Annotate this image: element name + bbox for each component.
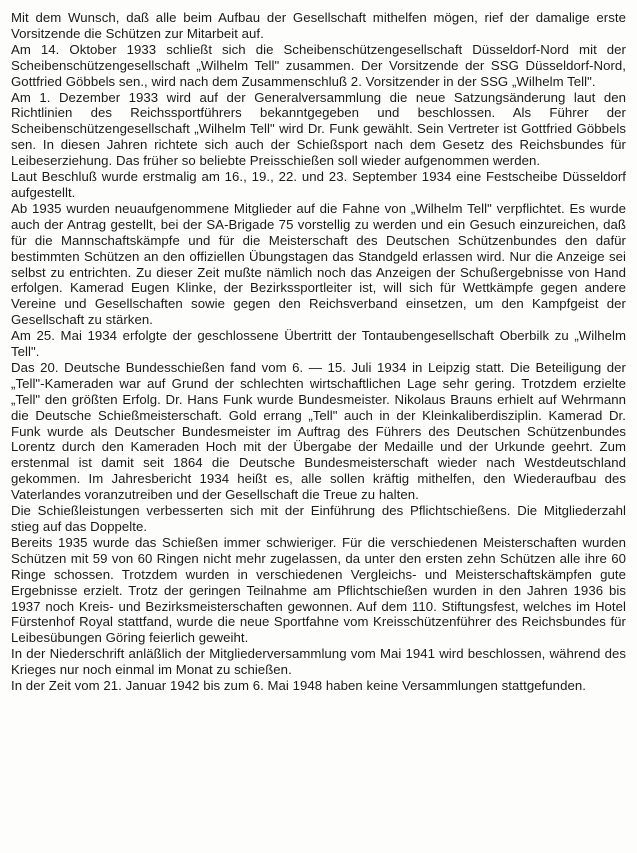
paragraph-call-to-action: Mit dem Wunsch, daß alle beim Aufbau der Gesellschaft mithelfen mögen, rief der damalige erste Vorsitzende die Schützen zur Mitarbeit auf. [11, 10, 626, 41]
paragraph-festscheibe-1934: Laut Beschluß wurde erstmalig am 16., 19., 22. und 23. September 1934 eine Festscheibe Düsseldorf aufgestellt. [11, 169, 626, 200]
paragraph-tontauben-1934: Am 25. Mai 1934 erfolgte der geschlossene Übertritt der Tontaubengesellschaft Oberbilk zu „Wilhelm Tell". [11, 328, 626, 360]
paragraph-members-1935: Ab 1935 wurden neuaufgenommene Mitglieder auf die Fahne von „Wilhelm Tell" verpflichtet. Es wurde auch der Antrag gestellt, bei der SA-Brigade 75 vorstellig zu werden und ein Gesuch einzureichen, daß für die Mannschaftskämpfe und für die Meisterschaft des Deutschen Schützenbundes den dafür bestimmten Schützen an den offiziellen Übungstagen das Standgeld erlassen wird. Nur die Anzeige sei selbst zu entrichten. Zu dieser Zeit mußte nämlich noch das Anzeigen der Schußergebnisse von Hand erfolgen. Kamerad Eugen Klinke, der Bezirkssportleiter ist, will sich für Wettkämpfe gegen andere Vereine und Gesellschaften sowie gegen den Reichsverband einsetzen, um den Kampfgeist der Gesellschaft zu stärken. [11, 200, 626, 328]
document-body [11, 10, 626, 694]
paragraph-pflichtschiessen: Die Schießleistungen verbesserten sich mit der Einführung des Pflichtschießens. Die Mitgliederzahl stieg auf das Doppelte. [11, 503, 626, 534]
paragraph-meisterschaften-1935: Bereits 1935 wurde das Schießen immer schwieriger. Für die verschiedenen Meisterschaften wurden Schützen mit 59 von 60 Ringen nicht mehr zugelassen, da unter den ersten zehn Schützen alle ihre 60 Ringe schossen. Trotzdem wurden in verschiedenen Vergleichs- und Meisterschaftskämpfen gute Ergebnisse erzielt. Trotz der geringen Teilnahme am Pflichtschießen wurden in den Jahren 1936 bis 1937 noch Kreis- und Bezirksmeisterschaften gewonnen. Auf dem 110. Stiftungsfest, welches im Hotel Fürstenhof Royal stattfand, wurde die neue Sportfahne vom Kreisschützenführer des Reichsbundes für Leibesübungen Göring feierlich geweiht. [11, 534, 626, 646]
paragraph-no-meetings-1942-1948: In der Zeit vom 21. Januar 1942 bis zum 6. Mai 1948 haben keine Versammlungen stattgefunden. [11, 678, 586, 694]
paragraph-niederschrift-1941: In der Niederschrift anläßlich der Mitgliederversammlung vom Mai 1941 wird beschlossen, während des Krieges nur noch einmal im Monat zu schießen. [11, 646, 626, 678]
paragraph-merger-1933: Am 14. Oktober 1933 schließt sich die Scheibenschützengesellschaft Düsseldorf-Nord mit der Scheibenschützengesellschaft „Wilhelm Tell" zusammen. Der Vorsitzende der SSG Düsseldorf-Nord, Gottfried Göbbels sen., wird nach dem Zusammenschluß 2. Vorsitzender in der SSG „Wilhelm Tell". [11, 41, 626, 89]
paragraph-general-assembly-1933: Am 1. Dezember 1933 wird auf der Generalversammlung die neue Satzungsänderung laut den Richtlinien des Reichssportführers bekanntgegeben und beschlossen. Als Führer der Scheibenschützengesellschaft „Wilhelm Tell" wird Dr. Funk gewählt. Sein Vertreter ist Gottfried Göbbels sen. In diesen Jahren richtete sich auch der Schießsport nach dem Gesetz des Reichsbundes für Leibeserziehung. Das früher so beliebte Preisschießen soll wieder aufgenommen werden. [11, 89, 626, 169]
paragraph-bundesschiessen-1934: Das 20. Deutsche Bundesschießen fand vom 6. — 15. Juli 1934 in Leipzig statt. Die Beteiligung der „Tell"-Kameraden war auf Grund der schlechten wirtschaftlichen Lage sehr gering. Trotzdem erzielte „Tell" den größten Erfolg. Dr. Hans Funk wurde Bundesmeister. Nikolaus Brauns erhielt auf Wehrmann die Deutsche Schießmeisterschaft. Gold errang „Tell" auch in der Kleinkaliberdisziplin. Kamerad Dr. Funk wurde als Deutscher Bundesmeister im Auftrag des Führers des Deutschen Schützenbundes Lorentz durch den Kameraden Hoch mit der Übergabe der Medaille und der Urkunde geehrt. Zum erstenmal ist damit seit 1864 die Deutsche Bundesmeisterschaft wieder nach Westdeutschland gekommen. Im Jahresbericht 1934 heißt es, alle sollen kräftig mithelfen, den Wiederaufbau des Vaterlandes voranzutreiben und der Gesellschaft die Treue zu halten. [11, 359, 626, 503]
